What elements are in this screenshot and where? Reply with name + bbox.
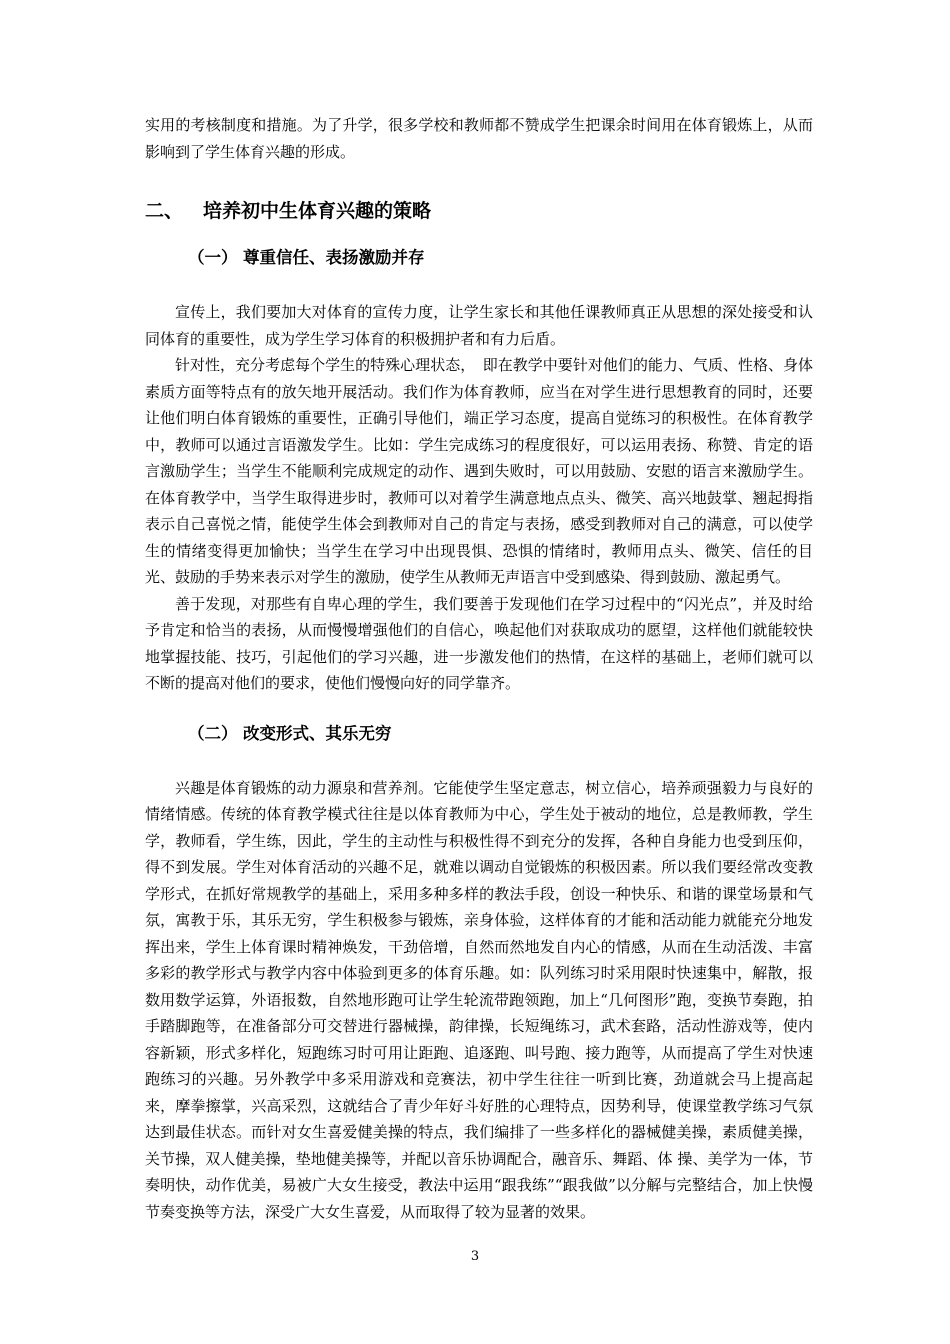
body-paragraph: 宣传上，我们要加大对体育的宣传力度，让学生家长和其他任课教师真正从思想的深处接受和认同体育的重要性，成为学生学习体育的积极拥护者和有力后盾。 — [145, 303, 813, 348]
section-heading — [145, 197, 813, 225]
section-title: 培养初中生体育兴趣的策略 — [203, 200, 432, 222]
subsection-number: （二） — [188, 723, 238, 743]
intro-paragraph: 实用的考核制度和措施。为了升学，很多学校和教师都不赞成学生把课余时间用在体育锻炼上，从而影响到了学生体育兴趣的形成。 — [145, 116, 813, 161]
subsection-heading-2 — [145, 721, 813, 747]
body-paragraph: 兴趣是体育锻炼的动力源泉和营养剂。它能使学生坚定意志，树立信心，培养顽强毅力与良好的情绪情感。传统的体育教学模式往往是以体育教师为中心，学生处于被动的地位，总是教师教，学生学，教师看，学生练，因此，学生的主动性与积极性得不到充分的发挥，各种自身能力也受到压仰，得不到发展。学生对体育活动的兴趣不足，就难以调动自觉锻炼的积极因素。所以我们要经常改变教学形式，在抓好常规教学的基础上，采用多种多样的教法手段，创设一种快乐、和谐的课堂场景和气氛，寓教于乐，其乐无穷，学生积极参与锻炼，亲身体验，这样体育的才能和活动能力就能充分地发挥出来，学生上体育课时精神焕发，干劲倍增，自然而然地发自内心的情感，从而在生动活泼、丰富多彩的教学形式与教学内容中体验到更多的体育乐趣。如：队列练习时采用限时快速集中，解散，报数用数学运算，外语报数，自然地形跑可让学生轮流带跑领跑，加上“几何图形”跑，变换节奏跑，拍手踏脚跑等，在准备部分可交替进行器械操，韵律操，长短绳练习，武术套路，活动性游戏等，使内容新颖，形式多样化，短跑练习时可用让距跑、追逐跑、叫号跑、接力跑等，从而提高了学生对快速跑练习的兴趣。另外教学中多采用游戏和竞赛法，初中学生往往一听到比赛，劲道就会马上提高起来，摩拳擦掌，兴高采烈，这就结合了青少年好斗好胜的心理特点，因势利导，使课堂教学练习气氛达到最佳状态。而针对女生喜爱健美操的特点，我们编排了一些多样化的器械健美操，素质健美操，关节操，双人健美操，垫地健美操等，并配以音乐协调配合，融音乐、舞蹈、体 操、美学为一体，节奏明快，动作优美，易被广大女生接受，教法中运用“跟我练”“跟我做”以分解与完整结合，加上快慢节奏变换等方法，深受广大女生喜爱，从而取得了较为显著的效果。 — [145, 778, 813, 1221]
body-paragraph: 针对性，充分考虑每个学生的特殊心理状态， 即在教学中要针对他们的能力、气质、性格、身体素质方面等特点有的放矢地开展活动。我们作为体育教师，应当在对学生进行思想教育的同时，还要让他们明白体育锻炼的重要性，正确引导他们，端正学习态度，提高自觉练习的积极性。在体育教学中，教师可以通过言语激发学生。比如：学生完成练习的程度很好，可以运用表扬、称赞、肯定的语言激励学生；当学生不能顺利完成规定的动作、遇到失败时，可以用鼓励、安慰的语言来激励学生。在体育教学中，当学生取得进步时，教师可以对着学生满意地点点头、微笑、高兴地鼓掌、翘起拇指表示自己喜悦之情，能使学生体会到教师对自己的肯定与表扬，感受到教师对自己的满意，可以使学生的情绪变得更加愉快；当学生在学习中出现畏惧、恐惧的情绪时，教师用点头、微笑、信任的目光、鼓励的手势来表示对学生的激励，使学生从教师无声语言中受到感染、得到鼓励、激起勇气。 — [145, 356, 813, 586]
spacer — [145, 271, 813, 299]
subsection-title: 尊重信任、表扬激励并存 — [243, 248, 425, 267]
section-number: 二、 — [145, 200, 184, 222]
page-number: 3 — [470, 1249, 480, 1264]
body-paragraph: 善于发现，对那些有自卑心理的学生，我们要善于发现他们在学习过程中的“闪光点”，并及时给予肯定和恰当的表扬，从而慢慢增强他们的自信心，唤起他们对获取成功的愿望，这样他们就能较快地掌握技能、技巧，引起他们的学习兴趣，进一步激发他们的热情，在这样的基础上，老师们就可以不断的提高对他们的要求，使他们慢慢向好的同学靠齐。 — [145, 594, 813, 692]
subsection-title: 改变形式、其乐无穷 — [243, 723, 392, 743]
page-body — [145, 112, 813, 1225]
subsection-number: （一） — [188, 248, 238, 267]
spacer — [145, 747, 813, 775]
subsection-heading-1 — [145, 245, 813, 271]
